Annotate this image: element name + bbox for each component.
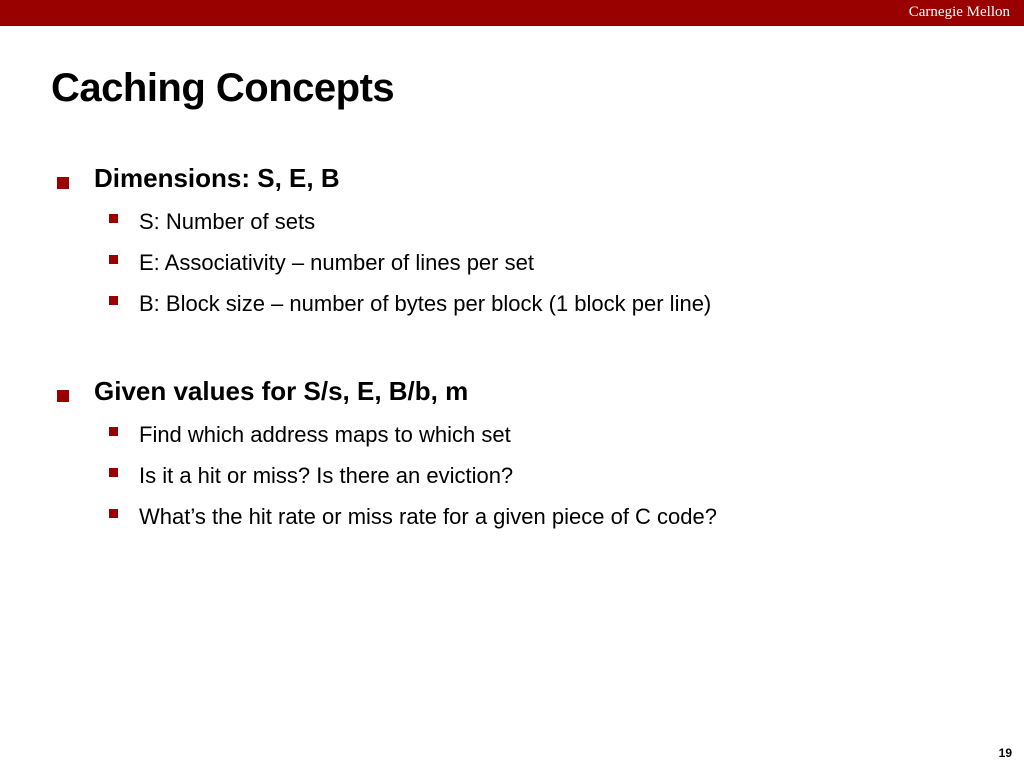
list-item: E: Associativity – number of lines per set [139,250,534,275]
sub-bullet-square-icon [109,468,118,477]
sub-bullet-square-icon [109,214,118,223]
sub-bullet-square-icon [109,255,118,264]
section-heading: Dimensions: S, E, B [94,163,340,193]
bullet-square-icon [57,390,69,402]
brand-name: Carnegie Mellon [908,4,1010,20]
list-item: What’s the hit rate or miss rate for a given piece of C code? [139,504,717,529]
list-item: Is it a hit or miss? Is there an eviction? [139,463,514,488]
list-item: B: Block size – number of bytes per block (1 block per line) [139,291,712,316]
list-item: S: Number of sets [139,209,316,234]
page-number: 19 [998,746,1012,760]
bullet-square-icon [57,177,69,189]
list-item: Find which address maps to which set [139,422,511,447]
sub-bullet-square-icon [109,509,118,518]
slide-title: Caching Concepts [51,66,395,110]
header-bar [0,0,1024,26]
section-heading: Given values for S/s, E, B/b, m [94,376,469,406]
sub-bullet-square-icon [109,427,118,436]
sub-bullet-square-icon [109,296,118,305]
